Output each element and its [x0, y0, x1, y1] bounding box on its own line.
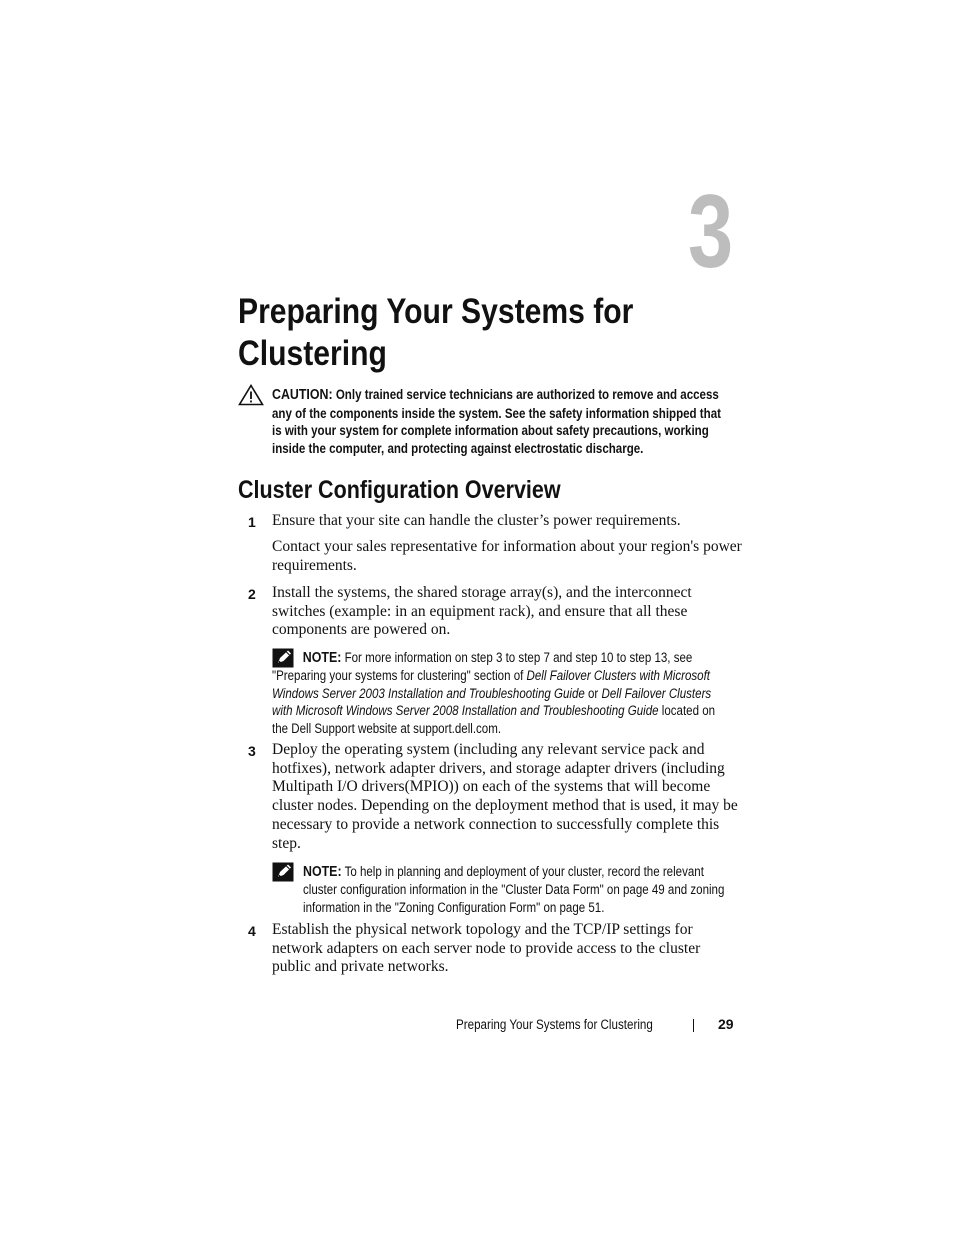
step-text: Install the systems, the shared storage array(s), and the interconnect switches (example: in an equipment rack), and ensure that all these components are powered on.: [272, 584, 692, 639]
section-title: Cluster Configuration Overview: [238, 476, 561, 504]
step-number: 1: [248, 514, 256, 530]
footer-chapter-title: Preparing Your Systems for Clustering: [456, 1017, 653, 1032]
step-number: 4: [248, 923, 256, 939]
note-text: located on the Dell Support website at: [272, 703, 716, 736]
note-label: NOTE:: [302, 650, 342, 666]
support-link[interactable]: support.dell.com: [413, 720, 498, 736]
step-text: Ensure that your site can handle the cluster’s power requirements.: [272, 512, 681, 529]
note-text: or: [584, 685, 602, 701]
chapter-number: 3: [688, 174, 734, 290]
chapter-title: Preparing Your Systems for Clustering: [238, 292, 634, 373]
note-text: For more information on step 3 to step 7 and step 10 to step 13, see "Preparing your systems for clustering" section of: [272, 650, 693, 684]
page-number: 29: [718, 1016, 734, 1032]
note-text: .: [497, 720, 502, 736]
caution-text: Only trained service technicians are authorized to remove and access any of the components inside the system. See the safety information shipped that is with your system for complete information about safety precautions, working inside the computer, and protecting against electrostatic discharge.: [272, 387, 721, 456]
note-block: [303, 863, 735, 916]
warning-triangle-icon: [238, 384, 264, 406]
caution-notice: [272, 386, 734, 457]
note-pencil-icon: [272, 862, 294, 882]
step-number: 3: [248, 743, 256, 759]
note-text: To help in planning and deployment of your cluster, record the relevant cluster configuration information in the "Cluster Data Form" on page 49 and zoning information in the "Zoning Configuration Form" on page 51.: [303, 864, 725, 915]
step-number: 2: [248, 586, 256, 602]
footer-divider: [693, 1019, 694, 1032]
note-label: NOTE:: [303, 864, 342, 880]
note-block: [272, 649, 734, 737]
guide-title: Dell Failover Clusters with Microsoft Windows Server 2003 Installation and Troubleshooting Guide: [272, 668, 711, 701]
step-text: Establish the physical network topology and the TCP/IP settings for network adapters on each server node to provide access to the cluster public and private networks.: [272, 921, 701, 976]
step-text: Deploy the operating system (including any relevant service pack and hotfixes), network adapter drivers, and storage adapter drivers (including Multipath I/O drivers(MPIO)) on each of the systems that will become cluster nodes. Depending on the deployment method that is used, it may be necessary to provide a network connection to successfully complete this step.: [272, 741, 738, 852]
step-followup-text: Contact your sales representative for information about your region's power requirements.: [272, 538, 742, 574]
caution-label: CAUTION:: [272, 387, 333, 403]
guide-title: Dell Failover Clusters with Microsoft Windows Server 2008 Installation and Troubleshooting Guide: [272, 685, 712, 719]
